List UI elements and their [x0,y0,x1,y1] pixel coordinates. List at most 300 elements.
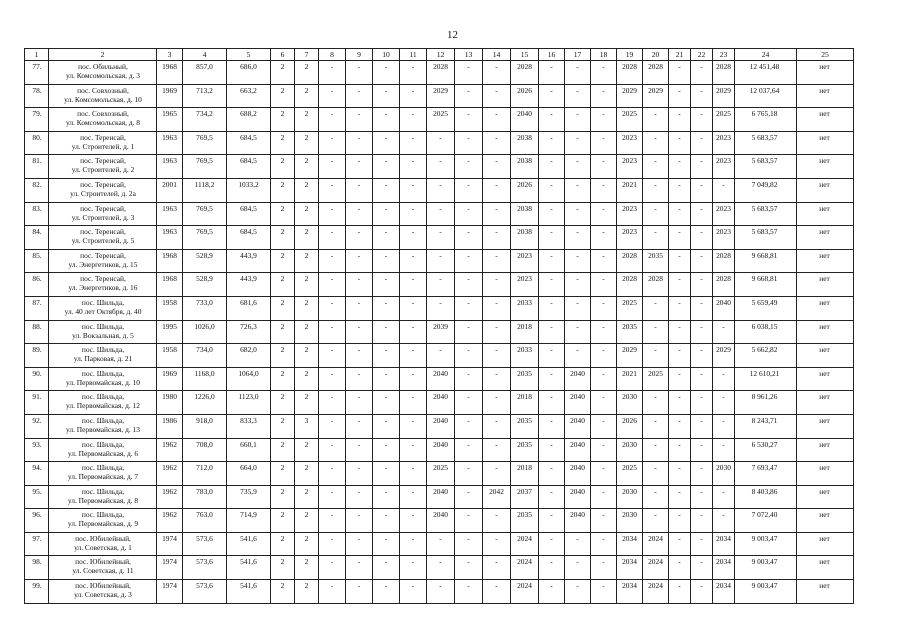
data-cell: 2018 [511,320,539,344]
data-cell: 2040 [713,296,735,320]
data-cell: - [483,580,511,604]
data-cell: 2028 [617,61,643,85]
data-cell: - [483,226,511,250]
data-cell: - [427,344,455,368]
data-cell: - [691,155,713,179]
data-cell: 2 [271,485,295,509]
data-cell: - [346,108,373,132]
data-cell: 541,6 [227,580,271,604]
data-cell: - [373,532,400,556]
data-cell: 1962 [157,462,183,486]
table-row [25,296,854,320]
data-cell: - [400,202,427,226]
data-cell: 2 [295,462,319,486]
data-cell: - [691,84,713,108]
data-cell: 2028 [617,273,643,297]
column-header: 7 [295,49,319,61]
data-cell: 2 [271,273,295,297]
data-cell: 1974 [157,580,183,604]
data-cell: 2038 [511,202,539,226]
cost-cell: 7 693,47 [735,462,797,486]
data-cell: 2040 [427,367,455,391]
data-cell: - [373,391,400,415]
data-cell: 2023 [617,226,643,250]
data-cell: 2028 [713,61,735,85]
data-cell: 2030 [617,509,643,533]
data-cell: - [691,462,713,486]
data-cell: - [591,344,617,368]
data-cell: - [643,391,669,415]
data-cell: 2 [295,273,319,297]
address-cell [49,108,157,132]
data-cell: - [483,273,511,297]
cost-cell: 8 961,26 [735,391,797,415]
cost-cell: 5 662,82 [735,344,797,368]
address-cell [49,296,157,320]
cost-cell: 5 683,57 [735,202,797,226]
data-cell: - [455,320,483,344]
column-header: 18 [591,49,617,61]
data-cell: - [669,462,691,486]
column-header: 16 [539,49,565,61]
status-cell: нет [797,580,854,604]
data-cell: 2037 [511,485,539,509]
address-cell [49,485,157,509]
address-cell [49,273,157,297]
data-cell: - [539,61,565,85]
data-cell: 2040 [565,367,591,391]
row-number: 80. [25,131,49,155]
data-cell: - [400,414,427,438]
cost-cell: 12 451,48 [735,61,797,85]
data-cell: 2038 [511,226,539,250]
data-cell: 1958 [157,296,183,320]
data-cell: 2 [295,532,319,556]
data-cell: 2040 [427,485,455,509]
address-cell [49,226,157,250]
data-cell: 2 [271,131,295,155]
data-cell: - [346,273,373,297]
data-cell: 2021 [617,367,643,391]
address-street: ул. Комсомольская, д. 8 [66,118,140,128]
data-cell: 688,2 [227,108,271,132]
data-cell: 2040 [565,438,591,462]
data-cell: 2 [295,226,319,250]
address-street: ул. Советская, д. 1 [74,542,132,552]
column-header: 2 [49,49,157,61]
data-cell: - [400,509,427,533]
data-cell: - [565,320,591,344]
data-cell: - [539,249,565,273]
table-row [25,462,854,486]
column-header: 21 [669,49,691,61]
status-cell: нет [797,249,854,273]
data-cell: - [319,226,346,250]
data-cell: - [669,226,691,250]
column-header: 14 [483,49,511,61]
status-cell: нет [797,84,854,108]
data-cell: 1226,0 [183,391,227,415]
data-cell: 1962 [157,438,183,462]
data-cell: - [691,438,713,462]
column-header: 3 [157,49,183,61]
data-cell: - [643,296,669,320]
table-row [25,320,854,344]
data-cell: - [591,485,617,509]
data-cell: - [346,438,373,462]
address-settlement: пос. Совхозный, [77,85,129,95]
data-cell: 857,0 [183,61,227,85]
table-row [25,226,854,250]
data-cell: - [591,580,617,604]
data-cell: - [591,178,617,202]
data-cell: 2040 [565,485,591,509]
address-street: ул. Вокзальная, д. 5 [72,330,134,340]
data-cell: - [400,273,427,297]
data-cell: 573,6 [183,580,227,604]
data-cell: - [483,344,511,368]
data-cell: 3 [295,414,319,438]
status-cell: нет [797,391,854,415]
data-cell: - [565,202,591,226]
data-cell: - [713,414,735,438]
data-cell: 2023 [713,155,735,179]
data-cell: - [483,131,511,155]
data-cell: 2030 [617,485,643,509]
cost-cell: 9 003,47 [735,532,797,556]
data-cell: 2 [295,320,319,344]
address-settlement: пос. Шильда, [81,392,125,402]
data-cell: - [691,273,713,297]
data-cell: - [455,414,483,438]
data-cell: 1969 [157,84,183,108]
status-cell: нет [797,131,854,155]
address-cell [49,344,157,368]
data-cell: 2033 [511,344,539,368]
data-cell: 735,9 [227,485,271,509]
data-cell: 2 [295,580,319,604]
data-cell: - [691,178,713,202]
data-cell: - [373,462,400,486]
data-cell: 2028 [511,61,539,85]
data-cell: - [346,462,373,486]
address-cell [49,367,157,391]
data-cell: - [319,84,346,108]
data-cell: - [319,462,346,486]
data-cell: 2035 [511,509,539,533]
data-cell: 1995 [157,320,183,344]
data-cell: - [427,155,455,179]
data-cell: 2 [295,485,319,509]
data-cell: 2025 [427,108,455,132]
data-cell: 2023 [713,202,735,226]
cost-cell: 6 038,15 [735,320,797,344]
data-cell: 726,3 [227,320,271,344]
address-cell [49,391,157,415]
data-cell: - [713,509,735,533]
data-cell: 2026 [511,84,539,108]
data-cell: - [643,320,669,344]
data-cell: 769,5 [183,202,227,226]
table-row [25,414,854,438]
data-cell: - [565,178,591,202]
data-cell: - [591,131,617,155]
data-cell: 2040 [565,391,591,415]
data-cell: - [539,131,565,155]
data-cell: - [427,580,455,604]
table-row [25,249,854,273]
data-cell: - [483,438,511,462]
data-cell: 2030 [617,391,643,415]
address-settlement: пос. Шильда, [81,321,125,331]
data-cell: - [400,462,427,486]
data-cell: 1962 [157,509,183,533]
data-cell: 663,2 [227,84,271,108]
data-cell: 2001 [157,178,183,202]
data-cell: 2 [295,202,319,226]
data-cell: - [455,273,483,297]
data-cell: - [539,509,565,533]
address-street: ул. Первомайская, д. 12 [66,401,140,411]
table-row [25,273,854,297]
data-cell: 2034 [617,556,643,580]
column-header: 8 [319,49,346,61]
cost-cell: 8 403,86 [735,485,797,509]
data-cell: - [591,202,617,226]
row-number: 97. [25,532,49,556]
data-cell: - [539,580,565,604]
data-cell: - [427,131,455,155]
data-cell: - [691,344,713,368]
data-cell: 2025 [427,462,455,486]
data-cell: - [591,249,617,273]
cost-cell: 5 659,49 [735,296,797,320]
data-cell: - [591,462,617,486]
data-cell: - [565,532,591,556]
data-cell: 2 [295,61,319,85]
data-cell: - [346,580,373,604]
address-cell [49,320,157,344]
data-cell: - [591,273,617,297]
data-cell: - [373,485,400,509]
data-cell: 1968 [157,273,183,297]
data-cell: - [669,273,691,297]
data-cell: 2 [271,556,295,580]
data-cell: 1033,2 [227,178,271,202]
data-cell: 443,9 [227,273,271,297]
data-cell: 2 [295,178,319,202]
data-cell: - [427,178,455,202]
column-header: 22 [691,49,713,61]
data-cell: - [539,84,565,108]
data-cell: 2 [271,178,295,202]
data-cell: 2035 [511,438,539,462]
data-cell: - [669,178,691,202]
data-cell: 2018 [511,462,539,486]
data-cell: - [483,108,511,132]
data-cell: 2024 [643,580,669,604]
data-cell: - [373,367,400,391]
data-cell: - [400,391,427,415]
data-cell: 1974 [157,556,183,580]
data-cell: - [400,108,427,132]
address-cell [49,84,157,108]
address-settlement: пос. Теренсай, [80,227,126,237]
row-number: 85. [25,249,49,273]
data-cell: - [319,391,346,415]
data-cell: 2030 [713,462,735,486]
address-street: ул. Комсомольская, д. 10 [64,94,142,104]
data-cell: - [319,485,346,509]
data-cell: 541,6 [227,556,271,580]
cost-cell: 5 683,57 [735,155,797,179]
cost-cell: 7 072,40 [735,509,797,533]
data-cell: - [643,155,669,179]
data-cell: 1965 [157,108,183,132]
data-cell: 2 [271,108,295,132]
data-cell: - [539,202,565,226]
data-cell: - [373,108,400,132]
data-cell: - [455,131,483,155]
data-cell: - [643,414,669,438]
data-cell: - [669,532,691,556]
data-cell: - [643,131,669,155]
address-cell [49,178,157,202]
data-cell: - [455,202,483,226]
column-header: 10 [373,49,400,61]
data-cell: - [427,202,455,226]
data-cell: - [400,226,427,250]
address-street: ул. Первомайская, д. 6 [67,448,139,458]
data-cell: 2040 [427,438,455,462]
data-cell: - [346,532,373,556]
column-header: 19 [617,49,643,61]
status-cell: нет [797,178,854,202]
data-cell: 684,5 [227,202,271,226]
data-cell: - [539,556,565,580]
data-cell: 2040 [511,108,539,132]
data-cell: - [691,226,713,250]
address-street: ул. Первомайская, д. 8 [67,495,139,505]
data-cell: - [691,202,713,226]
data-cell: - [319,414,346,438]
data-cell: 2035 [511,367,539,391]
address-cell [49,202,157,226]
status-cell: нет [797,273,854,297]
address-street: ул. Советская, д. 3 [74,590,132,600]
data-cell: - [400,344,427,368]
data-cell: - [346,414,373,438]
data-cell: 2028 [427,61,455,85]
data-cell: - [539,532,565,556]
data-cell: 2035 [511,414,539,438]
row-number: 92. [25,414,49,438]
data-cell: - [669,391,691,415]
column-header: 9 [346,49,373,61]
data-cell: 2029 [617,84,643,108]
cost-cell: 8 243,71 [735,414,797,438]
row-number: 79. [25,108,49,132]
data-cell: - [400,61,427,85]
address-settlement: пос. Шильда, [81,415,125,425]
data-cell: - [713,367,735,391]
address-cell [49,556,157,580]
data-cell: - [319,61,346,85]
cost-cell: 5 683,57 [735,131,797,155]
data-cell: - [691,556,713,580]
address-cell [49,414,157,438]
data-cell: 1962 [157,485,183,509]
row-number: 82. [25,178,49,202]
data-cell: - [539,462,565,486]
status-cell: нет [797,438,854,462]
row-number: 78. [25,84,49,108]
data-cell: - [643,485,669,509]
data-cell: 2025 [617,296,643,320]
address-settlement: пос. Шильда, [81,368,125,378]
data-cell: 2034 [713,556,735,580]
column-header: 13 [455,49,483,61]
data-cell: - [591,391,617,415]
data-cell: - [643,202,669,226]
data-cell: 2 [271,367,295,391]
data-cell: - [346,367,373,391]
data-cell: 2035 [643,249,669,273]
data-cell: - [565,108,591,132]
data-cell: 1963 [157,131,183,155]
data-cell: 2026 [511,178,539,202]
data-cell: - [591,226,617,250]
column-header: 5 [227,49,271,61]
data-cell: 2035 [617,320,643,344]
data-cell: - [319,320,346,344]
data-cell: - [643,108,669,132]
data-cell: 2 [271,438,295,462]
data-cell: 1026,0 [183,320,227,344]
data-cell: - [643,438,669,462]
data-cell: - [643,462,669,486]
data-cell: - [483,61,511,85]
address-street: ул. Первомайская, д. 7 [67,472,139,482]
data-cell: - [483,249,511,273]
data-cell: 2 [271,155,295,179]
address-settlement: пос. Теренсай, [80,179,126,189]
data-cell: - [591,414,617,438]
address-cell [49,532,157,556]
data-cell: - [565,344,591,368]
data-cell: 2024 [511,532,539,556]
table-row [25,438,854,462]
data-cell: - [319,296,346,320]
status-cell: нет [797,509,854,533]
data-cell: 573,6 [183,556,227,580]
data-cell: 660,1 [227,438,271,462]
data-cell: - [346,296,373,320]
data-cell: - [539,296,565,320]
data-cell: 714,9 [227,509,271,533]
data-cell: - [669,131,691,155]
data-cell: 2021 [617,178,643,202]
data-cell: 2024 [511,556,539,580]
address-street: ул. Парковая, д. 21 [73,354,133,364]
address-settlement: пос. Юбилейный, [75,557,131,567]
data-cell: 2034 [713,532,735,556]
data-cell: 783,0 [183,485,227,509]
data-cell: - [591,155,617,179]
data-cell: 1969 [157,367,183,391]
data-cell: 769,5 [183,226,227,250]
data-cell: - [319,509,346,533]
